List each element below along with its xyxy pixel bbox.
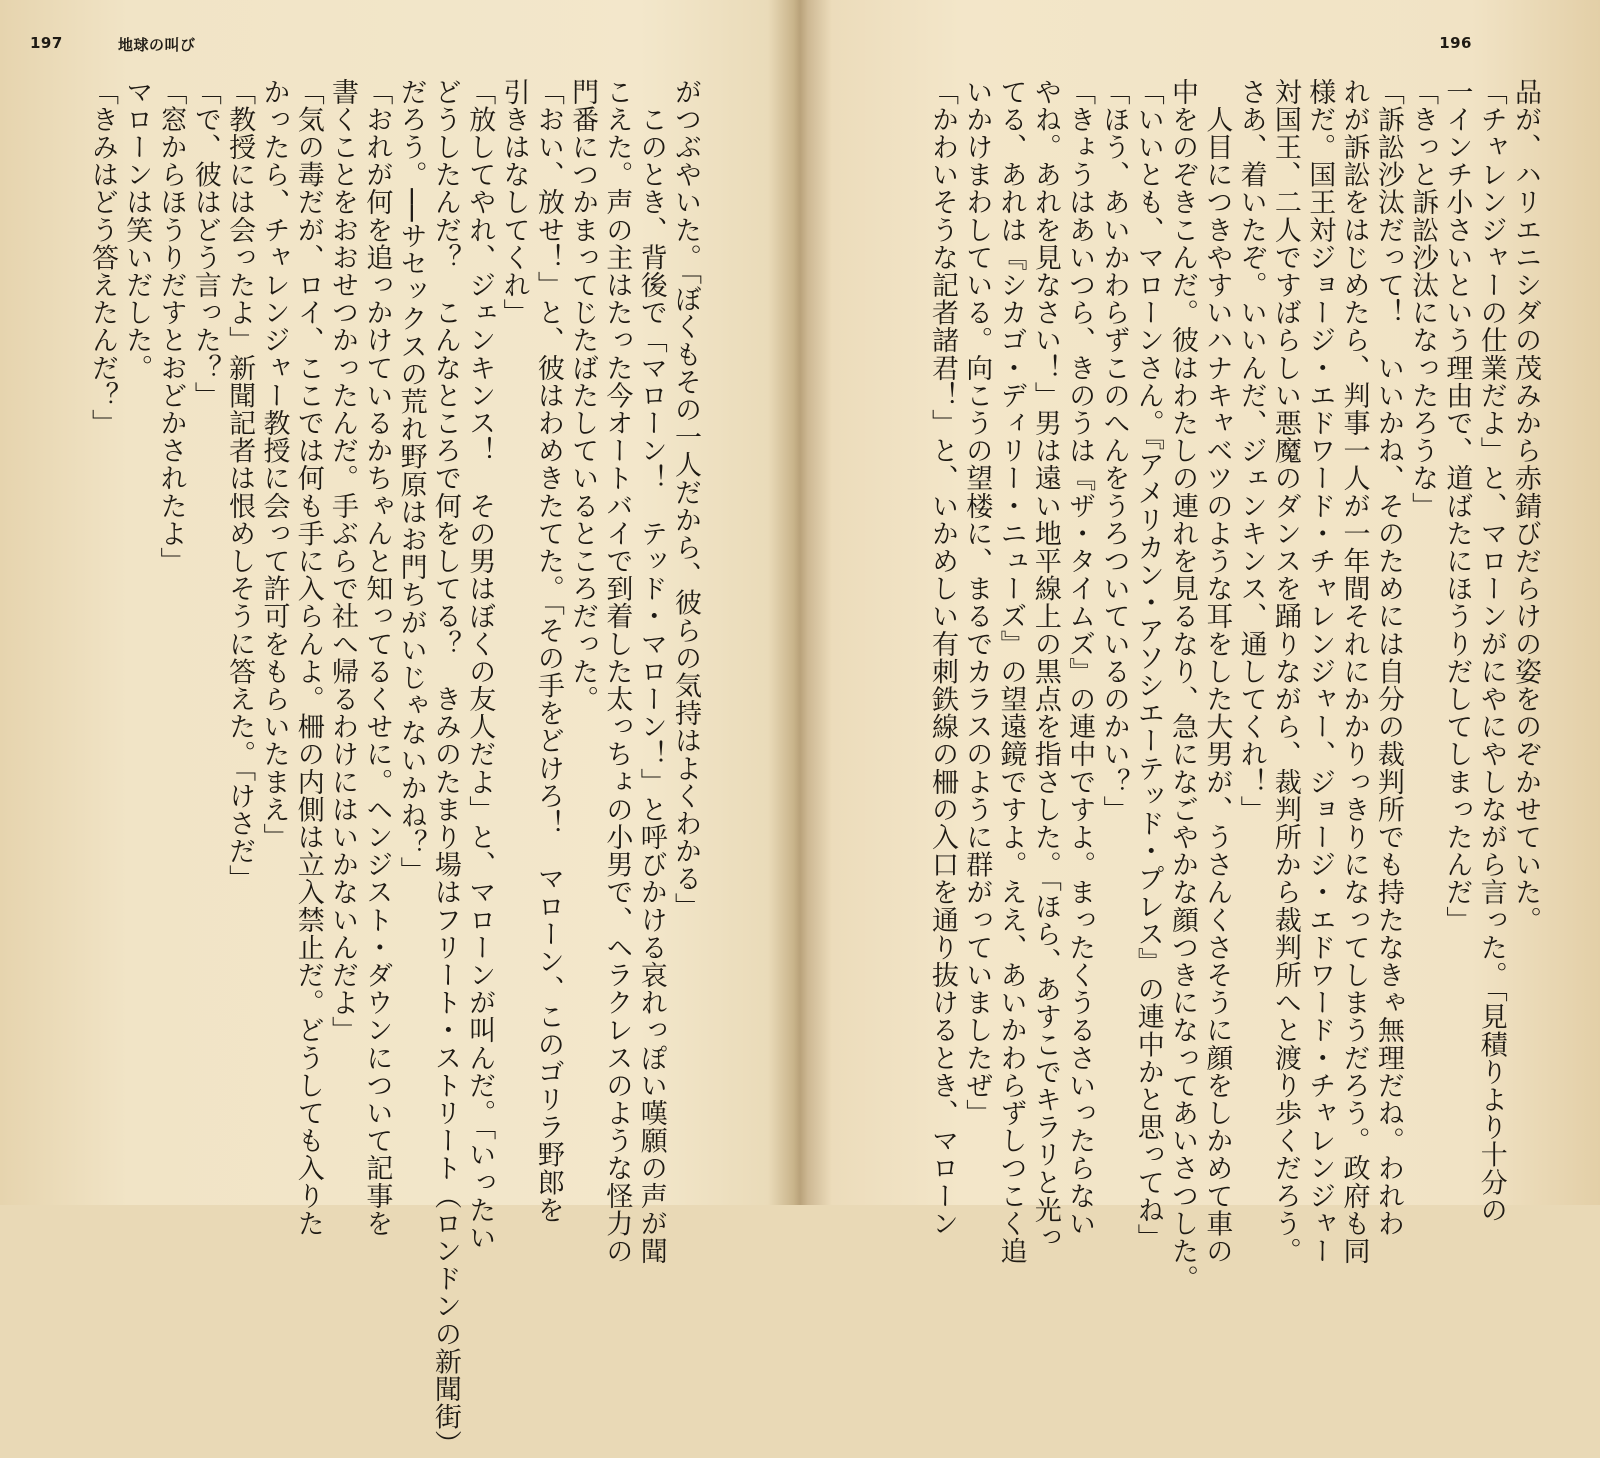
- page-number-right: 196: [1439, 34, 1472, 52]
- text-column: 引きはなしてくれ」: [498, 78, 530, 327]
- right-page-text: [925, 78, 1542, 1293]
- text-column: いかけまわしている。向こうの望楼に、まるでカラスのように群がっていましたぜ」: [961, 78, 993, 1127]
- text-column: 「訴訟沙汰だって！ いいかね、そのためには自分の裁判所でも持たなきゃ無理だね。われわ: [1372, 78, 1404, 1238]
- text-column: 「気の毒だが、ロイ、ここでは何も手に入らんよ。柵の内側は立入禁止だ。どうしても入りた: [292, 78, 324, 1238]
- text-column: 人目につきやすいハナキャベツのような耳をした大男が、うさんくさそうに顔をしかめて車の: [1201, 78, 1233, 1265]
- text-column: かったら、チャレンジャー教授に会って許可をもらいたまえ」: [258, 78, 290, 851]
- text-column: 品が、ハリエニシダの茂みから赤錆びだらけの姿をのぞかせていた。: [1510, 78, 1541, 934]
- text-column: 「おれが何を追っかけているかちゃんと知ってるくせに。ヘンジスト・ダウンについて記事を: [361, 78, 393, 1238]
- text-column: こえた。声の主はたった今オートバイで到着した太っちょの小男で、ヘラクレスのような怪力の: [601, 78, 633, 1265]
- text-column: 「おい、放せ！」と、彼はわめきたてた。「その手をどけろ！ マローン、このゴリラ野郎を: [532, 78, 564, 1224]
- text-column: 「きょうはあいつら、きのうは『ザ・タイムズ』の連中ですよ。まったくうるさいったらない: [1064, 78, 1096, 1238]
- running-title: 地球の叫び: [118, 36, 196, 54]
- text-column: 中をのぞきこんだ。彼はわたしの連れを見るなり、急になごやかな顔つきになってあいさつした。: [1167, 78, 1199, 1293]
- left-page-text: [85, 78, 702, 1458]
- text-column: 「教授には会ったよ」新聞記者は恨めしそうに答えた。「けさだ」: [224, 78, 256, 893]
- right-page: [810, 0, 1600, 1293]
- text-column: 「きっと訴訟沙汰になったろうな」: [1407, 78, 1439, 520]
- text-column: マローンは笑いだした。: [121, 78, 153, 382]
- text-column: れが訴訟をはじめたら、判事一人が一年間それにかかりっきりになってしまうだろう。政府も同: [1338, 78, 1370, 1265]
- page-number-left: 197: [30, 34, 63, 52]
- text-column: このとき、背後で「マローン！ テッド・マローン！」と呼びかける哀れっぽい嘆願の声が聞: [635, 78, 667, 1265]
- text-column: 「ほう、あいかわらずこのへんをうろついているのかい？」: [1098, 78, 1130, 824]
- text-column: 対国王、二人ですばらしい悪魔のダンスを踊りながら、裁判所から裁判所へと渡り歩くだろう。: [1269, 78, 1301, 1265]
- text-column: 「チャレンジャーの仕業だよ」と、マローンがにやにやしながら言った。「見積りより十分の: [1475, 78, 1507, 1224]
- text-column: 書くことをおおせつかったんだ。手ぶらで社へ帰るわけにはいかないんだよ」: [327, 78, 359, 1044]
- text-column: がつぶやいた。「ぼくもその一人だから、彼らの気持はよくわかる」: [670, 78, 701, 921]
- text-column: 「いいとも、マローンさん。『アメリカン・アソシエーテッド・プレス』の連中かと思ってね」: [1132, 78, 1164, 1252]
- text-column: 門番につかまってじたばたしているところだった。: [567, 78, 599, 713]
- text-column: やね。あれを見なさい！」男は遠い地平線上の黒点を指さした。「ほら、あすこでキラリと光っ: [1029, 78, 1061, 1252]
- text-column: 一インチ小さいという理由で、道ばたにほうりだしてしまったんだ」: [1441, 78, 1473, 934]
- text-column: 「きみはどう答えたんだ？」: [86, 78, 118, 437]
- text-column: だろう。──サセックスの荒れ野原はお門ちがいじゃないかね？」: [395, 78, 427, 885]
- text-column: 「窓からほうりだすとおどかされたよ」: [155, 78, 187, 575]
- text-column: 様だ。国王対ジョージ・エドワード・チャレンジャー、ジョージ・エドワード・チャレンジャー: [1304, 78, 1336, 1265]
- text-column: 「かわいそうな記者諸君！」と、いかめしい有刺鉄線の柵の入口を通り抜けるとき、マローン: [926, 78, 958, 1238]
- left-page: [0, 0, 790, 1458]
- text-column: 「放してやれ、ジェンキンス！ その男はぼくの友人だよ」と、マローンが叫んだ。「いったい: [464, 78, 496, 1252]
- text-column: どうしたんだ？ こんなところで何をしてる？ きみのたまり場はフリート・ストリート（ロンドンの新聞街）: [429, 78, 461, 1458]
- text-column: てる、あれは『シカゴ・ディリー・ニューズ』の望遠鏡ですよ。ええ、あいかわらずしつこく追: [995, 78, 1027, 1265]
- text-column: さあ、着いたぞ。いいんだ、ジェンキンス、通してくれ！」: [1235, 78, 1267, 824]
- text-column: 「で、彼はどう言った？」: [189, 78, 221, 410]
